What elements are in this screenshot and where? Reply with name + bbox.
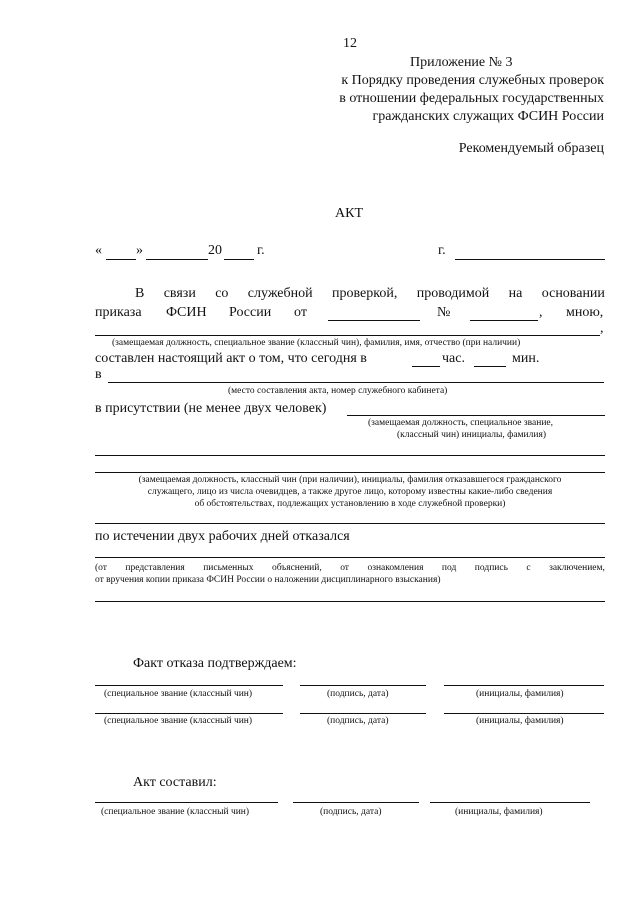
confirm-initials-line-2 [444, 713, 604, 714]
compiled-initials-caption: (инициалы, фамилия) [455, 807, 543, 817]
confirm-signature-line-2 [300, 713, 426, 714]
page-number: 12 [343, 36, 357, 51]
caption-word: (от [95, 563, 107, 573]
year-suffix: г. [257, 243, 265, 258]
confirm-signature-line-1 [300, 685, 426, 686]
refusal-blank-line-2 [95, 601, 605, 602]
word-v: в [95, 367, 102, 382]
sample-label: Рекомендуемый образец [458, 141, 604, 156]
date-open-quote: « [95, 243, 102, 258]
official-blank-line [95, 335, 600, 336]
caption-word: письменных [203, 563, 254, 573]
caption-word: с [526, 563, 531, 573]
city-prefix: г. [438, 243, 446, 258]
header-line-2: в отношении федеральных государственных [339, 91, 604, 106]
intro-word: основании [541, 286, 605, 301]
intro-word: проверкой, [332, 286, 398, 301]
confirm-signature-caption-2: (подпись, дата) [327, 716, 389, 726]
confirm-heading: Факт отказа подтверждаем: [133, 656, 297, 671]
comma: , [539, 305, 543, 320]
compiled-rank-caption: (специальное звание (классный чин) [101, 807, 250, 817]
witness-blank-line-3 [95, 523, 605, 524]
witness-blank-line-2 [95, 472, 605, 473]
intro-word: В [135, 286, 145, 301]
intro-word: связи [163, 286, 196, 301]
word-mnoyu: мною, [566, 305, 604, 320]
year-blank-line [224, 259, 254, 260]
confirm-signature-caption-1: (подпись, дата) [327, 689, 389, 699]
compiled-initials-line [430, 802, 590, 803]
word-fsin: ФСИН [166, 305, 207, 320]
refusal-blank-line [95, 557, 605, 558]
hours-blank-line [412, 366, 440, 367]
compiled-rank-line [95, 802, 278, 803]
caption-word: подпись [474, 563, 508, 573]
compiled-signature-caption: (подпись, дата) [320, 807, 382, 817]
drawn-up-text: составлен настоящий акт о том, что сегодня в [95, 351, 367, 366]
appendix-label: Приложение № 3 [410, 55, 513, 70]
caption-word: ознакомления [367, 563, 424, 573]
caption-witness-3: об обстоятельствах, подлежащих установлению в ходе служебной проверки) [194, 499, 506, 509]
caption-place: (место составления акта, номер служебного кабинета) [228, 386, 448, 396]
word-russia: России [229, 305, 272, 320]
caption-presence-2: (классный чин) инициалы, фамилия) [397, 430, 546, 440]
place-blank-line [108, 382, 604, 383]
confirm-initials-caption-1: (инициалы, фамилия) [476, 689, 564, 699]
compiled-signature-line [293, 802, 419, 803]
caption-witness-2: служащего, лицо из числа очевидцев, а также другое лицо, которому известны какие-либо сведения [147, 487, 553, 497]
header-line-1: к Порядку проведения служебных проверок [341, 73, 604, 88]
confirm-initials-caption-2: (инициалы, фамилия) [476, 716, 564, 726]
caption-refusal-row-1 [95, 563, 605, 573]
presence-text: в присутствии (не менее двух человек) [95, 401, 327, 416]
caption-word: от [340, 563, 349, 573]
hours-label: час. [442, 351, 465, 366]
caption-official: (замещаемая должность, специальное звание (классный чин), фамилия, имя, отчество (при наличии) [112, 338, 521, 348]
caption-presence-1: (замещаемая должность, специальное звание, [368, 418, 553, 428]
minutes-label: мин. [512, 351, 540, 366]
intro-word: проводимой [416, 286, 490, 301]
intro-word: со [215, 286, 229, 301]
compiled-heading: Акт составил: [133, 775, 217, 790]
caption-word: объяснений, [271, 563, 322, 573]
confirm-initials-line-1 [444, 685, 604, 686]
presence-blank-line [347, 415, 605, 416]
date-close-quote: » [136, 243, 143, 258]
caption-witness-1: (замещаемая должность, классный чин (при наличии), инициалы, фамилия отказавшегося гражданского [138, 475, 562, 485]
order-number-blank-line [470, 320, 538, 321]
day-blank-line [106, 259, 136, 260]
caption-word: представления [125, 563, 185, 573]
intro-word: служебной [247, 286, 313, 301]
confirm-rank-line-2 [95, 713, 283, 714]
confirm-rank-line-1 [95, 685, 283, 686]
confirm-rank-caption-2: (специальное звание (классный чин) [104, 716, 253, 726]
intro-word: на [508, 286, 523, 301]
confirm-rank-caption-1: (специальное звание (классный чин) [104, 689, 253, 699]
intro-row-1 [135, 286, 605, 302]
word-ot: от [294, 305, 307, 320]
word-prikaz: приказа [95, 305, 142, 320]
caption-word: заключением, [549, 563, 605, 573]
month-blank-line [146, 259, 208, 260]
minutes-blank-line [474, 366, 506, 367]
caption-word: под [441, 563, 457, 573]
document-title: АКТ [335, 206, 363, 221]
witness-blank-line-1 [95, 455, 605, 456]
year-prefix: 20 [208, 243, 222, 258]
refused-text: по истечении двух рабочих дней отказался [95, 529, 350, 544]
number-sign: № [437, 305, 451, 320]
header-line-3: гражданских служащих ФСИН России [372, 109, 604, 124]
trailing-comma: , [600, 321, 604, 336]
caption-refusal-2: от вручения копии приказа ФСИН России о наложении дисциплинарного взыскания) [95, 575, 441, 585]
order-date-blank-line [328, 320, 420, 321]
city-blank-line [455, 259, 605, 260]
